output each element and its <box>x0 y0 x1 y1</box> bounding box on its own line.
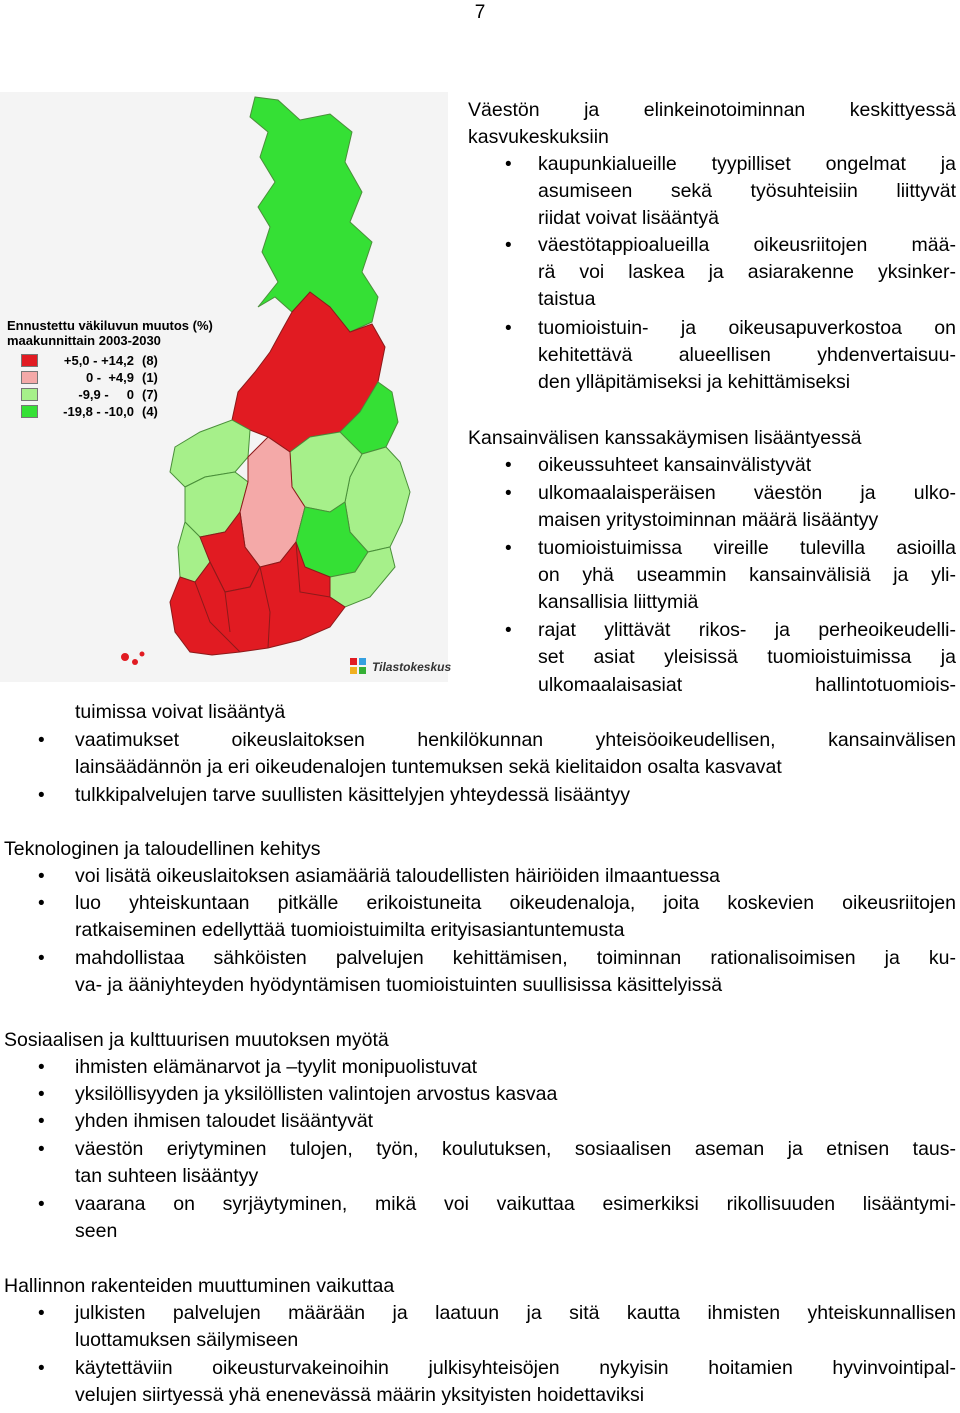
bullet-text: kansallisia liittymiä <box>538 591 699 613</box>
bullet-marker: • <box>505 318 512 339</box>
legend-range: +5,0 - +14,2 <box>63 353 134 368</box>
finland-population-map <box>0 92 452 682</box>
legend-row <box>7 386 213 403</box>
bullet-marker: • <box>505 154 512 175</box>
legend-range: 0 - +4,9 <box>85 370 134 385</box>
bullet-text: oikeussuhteet kansainvälistyvät <box>538 454 812 476</box>
legend-count: (8) <box>142 353 158 368</box>
bullet-text: mahdollistaa sähköisten palvelujen kehittämisen, toiminnan rationalisoimisen ja ku- <box>75 947 956 969</box>
legend-row <box>7 369 213 386</box>
logo-icon <box>350 658 368 676</box>
section-heading: Sosiaalisen ja kulttuurisen muutoksen myötä <box>4 1029 389 1051</box>
bullet-text: tuimissa voivat lisääntyä <box>75 701 286 723</box>
bullet-marker: • <box>38 1057 45 1078</box>
bullet-text: julkisten palvelujen määrään ja laatuun ja sitä kautta ihmisten yhteiskunnallisen <box>75 1302 956 1324</box>
legend-swatch <box>21 405 38 418</box>
bullet-text: rä voi laskea ja asiarakenne yksinker- <box>538 261 956 283</box>
bullet-marker: • <box>38 1139 45 1160</box>
legend-title: Ennustettu väkiluvun muutos (%) <box>7 318 213 333</box>
bullet-text: luottamuksen säilymiseen <box>75 1329 299 1351</box>
bullet-marker: • <box>38 1358 45 1379</box>
legend-row <box>7 352 213 369</box>
bullet-marker: • <box>38 1303 45 1324</box>
bullet-marker: • <box>38 866 45 887</box>
section-heading: Teknologinen ja taloudellinen kehitys <box>4 838 321 860</box>
legend-range: -9,9 - 0 <box>78 387 134 402</box>
bullet-text: vaarana on syrjäytyminen, mikä voi vaikuttaa esimerkiksi rikollisuuden lisääntymi- <box>75 1193 956 1215</box>
bullet-text: kehitettävä alueellisen yhdenvertaisuu- <box>538 344 956 366</box>
bullet-text: tan suhteen lisääntyy <box>75 1165 259 1187</box>
bullet-marker: • <box>505 483 512 504</box>
bullet-text: velujen siirtyessä yhä enenevässä määrin yksityisten hoidettaviksi <box>75 1384 645 1406</box>
bullet-marker: • <box>505 538 512 559</box>
bullet-text: yhden ihmisen taloudet lisääntyvät <box>75 1110 374 1132</box>
bullet-text: riidat voivat lisääntyä <box>538 207 720 229</box>
bullet-text: on yhä useammin kansainvälisiä ja yli- <box>538 564 956 586</box>
page-number: 7 <box>474 2 486 23</box>
bullet-text: maisen yritystoiminnan määrä lisääntyy <box>538 509 879 531</box>
legend-count: (4) <box>142 404 158 419</box>
bullet-text: käytettäviin oikeusturvakeinoihin julkisyhteisöjen nykyisin hoitamien hyvinvointipal- <box>75 1357 956 1379</box>
bullet-marker: • <box>38 1084 45 1105</box>
tilastokeskus-logo <box>350 658 451 676</box>
bullet-text: ratkaiseminen edellyttää tuomioistuimilta erityisasiantuntemusta <box>75 919 625 941</box>
logo-text: Tilastokeskus <box>372 660 452 674</box>
bullet-marker: • <box>38 730 45 751</box>
legend-count: (7) <box>142 387 158 402</box>
bullet-text: ulkomaalaisasiat hallintotuomiois- <box>538 674 956 696</box>
section-heading: kasvukeskuksiin <box>468 126 609 148</box>
bullet-marker: • <box>505 235 512 256</box>
bullet-text: tulkkipalvelujen tarve suullisten käsittelyjen yhteydessä lisääntyy <box>75 784 630 806</box>
bullet-text: set asiat yleisissä tuomioistuimissa ja <box>538 646 956 668</box>
section-heading: Kansainvälisen kanssakäymisen lisääntyessä <box>468 427 862 449</box>
legend-swatch <box>21 388 38 401</box>
bullet-text: taistua <box>538 288 596 310</box>
legend-range: -19,8 - -10,0 <box>63 404 134 419</box>
bullet-text: den ylläpitämiseksi ja kehittämiseksi <box>538 371 851 393</box>
bullet-text: rajat ylittävät rikos- ja perheoikeudelli- <box>538 619 956 641</box>
bullet-text: tuomioistuin- ja oikeusapuverkostoa on <box>538 317 956 339</box>
bullet-text: seen <box>75 1220 118 1242</box>
bullet-marker: • <box>505 620 512 641</box>
bullet-text: asumiseen sekä työsuhteisiin liittyvät <box>538 180 956 202</box>
bullet-text: ulkomaalaisperäisen väestön ja ulko- <box>538 482 956 504</box>
bullet-text: väestötappioalueilla oikeusriitojen mää- <box>538 234 956 256</box>
bullet-marker: • <box>505 455 512 476</box>
legend-swatch <box>21 371 38 384</box>
bullet-text: kaupunkialueille tyypilliset ongelmat ja <box>538 153 956 175</box>
bullet-text: voi lisätä oikeuslaitoksen asiamääriä taloudellisten häiriöiden ilmaantuessa <box>75 865 720 887</box>
region-aland <box>121 653 129 661</box>
section-heading: Hallinnon rakenteiden muuttuminen vaikuttaa <box>4 1275 395 1297</box>
bullet-text: vaatimukset oikeuslaitoksen henkilökunnan yhteisöoikeudellisen, kansainvälisen <box>75 729 956 751</box>
bullet-text: ihmisten elämänarvot ja –tyylit monipuolistuvat <box>75 1056 478 1078</box>
bullet-text: yksilöllisyyden ja yksilöllisten valintojen arvostus kasvaa <box>75 1083 558 1105</box>
section-heading: Väestön ja elinkeinotoiminnan keskittyessä <box>468 99 956 121</box>
bullet-marker: • <box>38 893 45 914</box>
map-legend <box>7 318 213 420</box>
bullet-text: luo yhteiskuntaan pitkälle erikoistuneita oikeudenaloja, joita koskevien oikeusriitojen <box>75 892 956 914</box>
bullet-text: väestön eriytyminen tulojen, työn, koulutuksen, sosiaalisen aseman ja etnisen taus- <box>75 1138 956 1160</box>
legend-swatch <box>21 354 38 367</box>
bullet-marker: • <box>38 948 45 969</box>
bullet-text: va- ja ääniyhteyden hyödyntämisen tuomioistuinten suullisissa käsittelyissä <box>75 974 723 996</box>
legend-subtitle: maakunnittain 2003-2030 <box>7 333 161 348</box>
bullet-marker: • <box>38 785 45 806</box>
legend-row <box>7 403 213 420</box>
legend-count: (1) <box>142 370 158 385</box>
bullet-text: lainsäädännön ja eri oikeudenalojen tuntemuksen sekä kielitaidon osalta kasvavat <box>75 756 782 778</box>
bullet-marker: • <box>38 1194 45 1215</box>
bullet-marker: • <box>38 1111 45 1132</box>
bullet-text: tuomioistuimissa vireille tulevilla asioilla <box>538 537 956 559</box>
